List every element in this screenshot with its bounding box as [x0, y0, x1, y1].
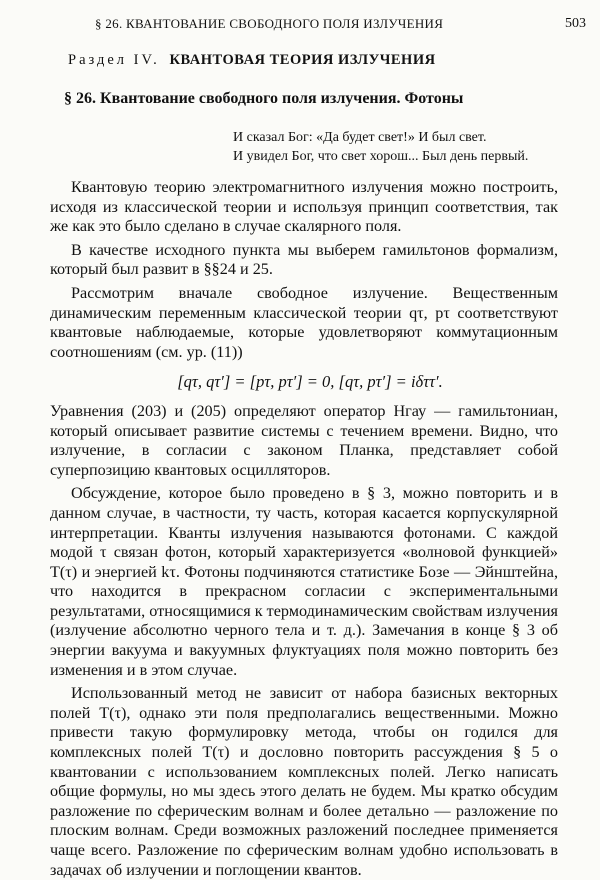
- body-text: [50, 178, 558, 880]
- running-head: § 26. КВАНТОВАНИЕ СВОБОДНОГО ПОЛЯ ИЗЛУЧЕНИЯ: [95, 16, 444, 31]
- paragraph: В качестве исходного пункта мы выберем гамильтонов формализм, который был развит в §§24 и 25.: [50, 240, 558, 279]
- paragraph: Рассмотрим вначале свободное излучение. Вещественным динамическим переменным классической теории qτ, pτ соответствуют квантовые наблюдаемые, которые удовлетворяют коммутационным соотношениям (см. ур. (11)): [50, 283, 558, 361]
- epigraph: [233, 128, 528, 166]
- epigraph-line: И увидел Бог, что свет хорош... Был день первый.: [233, 149, 529, 164]
- commutation-formula: [qτ, qτ′] = [pτ, pτ′] = 0, [qτ, pτ′] = iδττ′.: [177, 372, 443, 392]
- page-number: 503: [565, 16, 586, 31]
- paragraph: Использованный метод не зависит от набора базисных векторных полей T(τ), однако эти поля предполагались вещественными. Можно привести такую формулировку метода, чтобы он годился для комплексных полей T(τ) и дословно повторить рассуждения § 5 о квантовании с использованием комплексных полей. Легко написать общие формулы, но мы здесь этого делать не будем. Мы кратко обсудим разложение по сферическим волнам и более детально — разложение по плоским волнам. Среди возможных разложений последнее применяется чаще всего. Разложение по сферическим волнам удобно использовать в задачах об излучении и поглощении квантов.: [50, 684, 558, 879]
- paragraph: Обсуждение, которое было проведено в § 3, можно повторить и в данном случае, в частности, ту часть, которая касается корпускулярной интерпретации. Кванты излучения называются фотонами. С каждой модой τ связан фотон, который характеризуется «волновой функцией» T(τ) и энергией kτ. Фотоны подчиняются статистике Бозе — Эйнштейна, что находится в прекрасном согласии с экспериментальными результатами, относящимися к термодинамическим свойствам излучения (излучение абсолютно черного тела и т. д.). Замечания в конце § 3 об энергии вакуума и вакуумных флуктуациях поля можно повторить без изменения и в этом случае.: [50, 484, 558, 679]
- paragraph: Квантовую теорию электромагнитного излучения можно построить, исходя из классической теории и используя принцип соответствия, так же как это было сделано в случае скалярного поля.: [50, 178, 558, 236]
- epigraph-line: И сказал Бог: «Да будет свет!» И был свет.: [233, 130, 487, 145]
- part-name: КВАНТОВАЯ ТЕОРИЯ ИЗЛУЧЕНИЯ: [169, 52, 436, 68]
- paragraph: Уравнения (203) и (205) определяют оператор Hгау — гамильтониан, который описывает развитие системы с течением времени. Видно, что излучение, в согласии с законом Планка, представляет собой суперпозицию квантовых осцилляторов.: [50, 401, 558, 479]
- part-label: Раздел IV.: [68, 52, 160, 68]
- section-title: § 26. Квантование свободного поля излучения. Фотоны: [64, 90, 464, 107]
- part-heading: [68, 52, 436, 69]
